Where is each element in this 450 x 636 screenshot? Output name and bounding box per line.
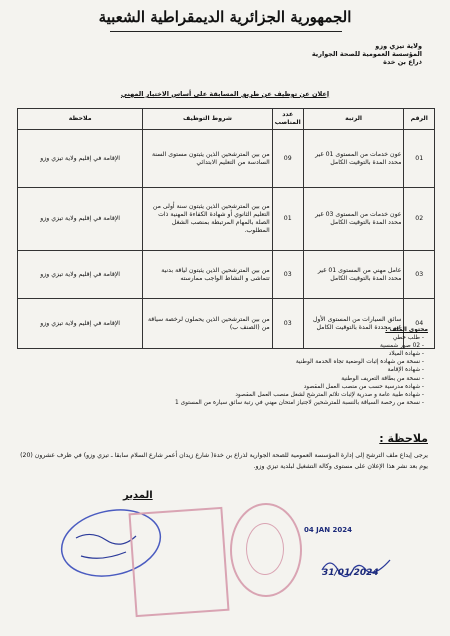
- cell-conditions: من بين المترشحين الذين يثبتون سنة أولى من التعليم الثانوي أو شهادة الكفاءة المهنية ذات الصلة بالمهام المرتبطة بمنصب الشغل المطلوب.: [143, 188, 272, 251]
- header-num: الرقم: [404, 109, 435, 130]
- cell-seats: 09: [272, 130, 303, 188]
- announcement-title: إعلان عن توظيف عن طريق المسابقة على أساس الاختبار المهني: [120, 90, 330, 98]
- file-title: محتوى الملف :: [385, 327, 428, 333]
- cell-conditions: من بين المترشحين الذين يحملون لرخصة سياقة من (الصنف ب): [143, 299, 272, 349]
- list-item: - شهادة الميلاد: [128, 350, 428, 358]
- cell-num: 01: [404, 130, 435, 188]
- director-label: المدير: [123, 490, 153, 501]
- list-item: - نسخة من شهادة إثبات الوضعية تجاه الخدمة الوطنية: [128, 358, 428, 366]
- header-conditions: شروط التوظيف: [143, 109, 272, 130]
- cell-notes: الإقامة في إقليم ولاية تيزي وزو: [18, 188, 143, 251]
- list-item: - 02 صور شمسية: [128, 342, 428, 350]
- list-item: - شهادة مدرسية حسب من منصب العمل المقصود: [128, 383, 428, 391]
- table-header-row: [18, 109, 435, 130]
- cell-notes: الإقامة في إقليم ولاية تيزي وزو: [18, 299, 143, 349]
- list-item: - شهادة طبية عامة و صدرية لإثبات تلائم المترشح لشغل منصب العمل المقصود: [128, 391, 428, 399]
- table-row: [18, 188, 435, 251]
- cell-num: 03: [404, 251, 435, 299]
- positions-table: [17, 108, 435, 349]
- header-seats: عدد المناصب: [272, 109, 303, 130]
- date-stamp: 04 JAN 2024: [304, 526, 352, 534]
- cell-rank: سائق السيارات من المستوى الأول غير محددة المدة بالتوقيت الكامل: [303, 299, 404, 349]
- cell-num: 02: [404, 188, 435, 251]
- round-stamp-inner: [246, 523, 284, 575]
- table-row: [18, 251, 435, 299]
- wilaya-label: ولاية تيزي وزو: [375, 42, 422, 50]
- handwritten-date: 31/01/2024: [322, 568, 379, 578]
- cell-rank: عون خدمات من المستوى 01 غير محدد المدة بالتوقيت الكامل: [303, 130, 404, 188]
- cell-notes: الإقامة في إقليم ولاية تيزي وزو: [18, 251, 143, 299]
- cell-notes: الإقامة في إقليم ولاية تيزي وزو: [18, 130, 143, 188]
- cell-num: 04: [404, 299, 435, 349]
- cell-conditions: من بين المترشحين الذين يثبتون لياقة بدنية تتماشى و النشاط الواجب ممارسته: [143, 251, 272, 299]
- note-body: يرجى إيداع ملف الترشح إلى إدارة المؤسسة العمومية للصحة الجوارية لذراع بن خدة( شارع زيدان أعمر شارع السلام سابقا ـ تيزي وزو) في ظرف عشرون (20) يوم بعد نشر هذا الإعلان على مستوى وكالة التشغيل لبلدية تيزي وزو.: [20, 452, 428, 470]
- cell-seats: 03: [272, 299, 303, 349]
- list-item: - شهادة الإقامة: [128, 366, 428, 374]
- institution-label: المؤسسة العمومية للصحة الجوارية: [311, 50, 422, 58]
- republic-title: الجمهورية الجزائرية الديمقراطية الشعبية: [98, 8, 352, 26]
- cell-conditions: من بين المترشحين الذين يثبتون مستوى السنة السادسة من التعليم الابتدائي: [143, 130, 272, 188]
- header-rank: الرتبة: [303, 109, 404, 130]
- header-notes: ملاحظة: [18, 109, 143, 130]
- table-row: [18, 130, 435, 188]
- cell-rank: عامل مهني من المستوى 01 غير محدد المدة بالتوقيت الكامل: [303, 251, 404, 299]
- institution-stamp: [128, 507, 229, 617]
- list-item: - نسخة من بطاقة التعريف الوطنية: [128, 375, 428, 383]
- note-title: ملاحظة :: [379, 432, 428, 445]
- cell-seats: 03: [272, 251, 303, 299]
- title-underline: [110, 31, 342, 32]
- list-item: - طلب خطي: [128, 334, 428, 342]
- cell-rank: عون خدمات من المستوى 03 غير محدد المدة بالتوقيت الكامل: [303, 188, 404, 251]
- round-stamp: [230, 503, 302, 597]
- list-item: - نسخة من رخصة السياقة بالنسبة للمترشحين لاجتياز امتحان مهني في رتبة سائق سيارة من المستوى 1: [128, 399, 428, 407]
- cell-seats: 01: [272, 188, 303, 251]
- location-label: ذراع بن خدة: [383, 58, 422, 66]
- file-contents: [128, 326, 428, 407]
